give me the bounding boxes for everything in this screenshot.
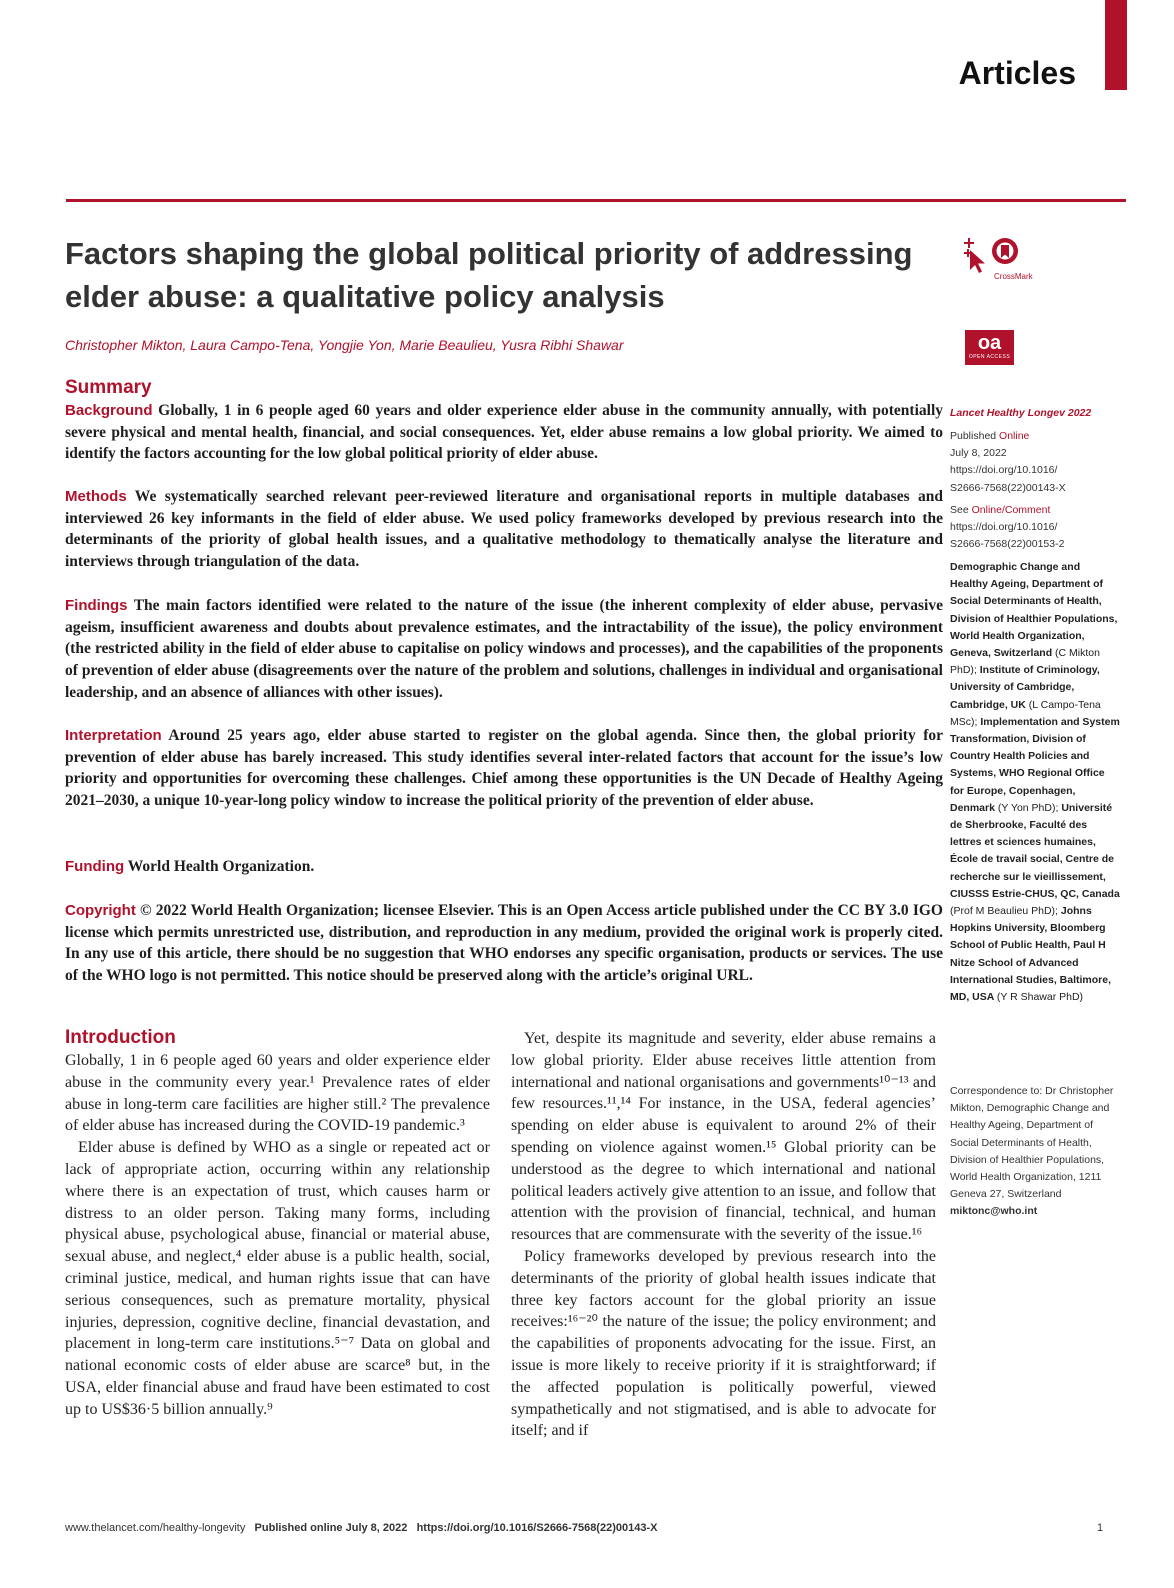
article-title: Factors shaping the global political priority of addressing elder abuse: a qualitative policy analysis [65, 236, 913, 314]
correspondence-email[interactable]: miktonc@who.int [950, 1205, 1038, 1218]
affiliations [950, 559, 1120, 1006]
doi-link[interactable]: https://doi.org/10.1016/ [950, 464, 1058, 477]
section-label: Articles [958, 55, 1076, 91]
see-prefix: See [950, 504, 972, 516]
correspondence [950, 1083, 1120, 1221]
published-date: July 8, 2022 [950, 447, 1007, 460]
oa-logo-subtext: OPEN ACCESS [968, 354, 1011, 360]
affiliation-3-author: (Y Yon PhD); [997, 801, 1059, 814]
body-paragraph: Elder abuse is defined by WHO as a single or repeated act or lack of appropriate action, occurring within any relationship where there is an expectation of trust, which causes harm or distress to an older person. Taking many forms, including physical abuse, psychological abuse, financial or material abuse, sexual abuse, and neglect,⁴ elder abuse is a public health, social, criminal justice, medical, and human rights issue that can have serious consequences, such as premature mortality, physical injuries, depression, cognitive decline, financial devastation, and placement in long-term care institutions.⁵⁻⁷ Data on global and national economic costs of elder abuse are scarce⁸ but, in the USA, elder financial abuse and fraud have been estimated to cost up to US$36·5 billion annually.⁹ [65, 1139, 490, 1418]
summary-heading: Summary [65, 377, 152, 398]
publication-info [950, 428, 1120, 497]
abstract-text-copyright: © 2022 World Health Organization; licensee Elsevier. This is an Open Access article published under the CC BY 3.0 IGO license which permits unrestricted use, distribution, and reproduction in any medium, provided the original work is properly cited. In any use of this article, there should be no suggestion that WHO endorses any specific organisation, products or services. The use of the WHO logo is not permitted. This notice should be preserved along with the article’s original URL. [65, 902, 943, 985]
affiliation-4: Université de Sherbrooke, Faculté des lettres et sciences humaines, École de travail social, Centre de recherche sur le vieillissement, CIUSSS Estrie-CHUS, QC, Canada [950, 801, 1120, 900]
affiliation-4-author: (Prof M Beaulieu PhD); [950, 905, 1058, 918]
footer-doi[interactable]: https://doi.org/10.1016/S2666-7568(22)00143-X [416, 1522, 658, 1534]
author-list[interactable]: Christopher Mikton, Laura Campo-Tena, Yongjie Yon, Marie Beaulieu, Yusra Ribhi Shawar [65, 337, 624, 353]
abstract-text-funding: World Health Organization. [127, 858, 315, 875]
abstract-label-methods: Methods [65, 488, 127, 505]
abstract-text-background: Globally, 1 in 6 people aged 60 years and older experience elder abuse in the community annually, with potentially severe physical and mental health, financial, and social consequences. Yet, elder abuse remains a low global priority. We aimed to identify the factors accounting for the low global political priority of elder abuse. [65, 402, 943, 463]
header-rule [66, 199, 1126, 202]
affiliation-3: Implementation and System Transformation, Division of Country Health Policies and Systems, WHO Regional Office for Europe, Copenhagen, Denmark [950, 715, 1120, 814]
oa-logo-text: oa [977, 332, 1002, 354]
abstract-interpretation [65, 725, 943, 812]
comment-link[interactable]: Online/Comment [971, 504, 1051, 516]
abstract-methods [65, 486, 943, 573]
footer-published: Published online July 8, 2022 [254, 1522, 408, 1534]
introduction-heading: Introduction [65, 1027, 176, 1048]
doi-link-cont[interactable]: S2666-7568(22)00143-X [950, 481, 1066, 494]
abstract-findings [65, 595, 943, 704]
abstract-funding [65, 856, 943, 878]
affiliation-5: Johns Hopkins University, Bloomberg School of Public Health, Paul H Nitze School of Advanced International Studies, Baltimore, MD, USA [950, 905, 1112, 1004]
affiliation-1: Demographic Change and Healthy Ageing, Department of Social Determinants of Health, Division of Healthier Populations, World Health Organization, Geneva, Switzerland [950, 561, 1118, 660]
abstract-label-copyright: Copyright [65, 902, 136, 919]
abstract-label-funding: Funding [65, 858, 125, 875]
body-paragraph: Policy frameworks developed by previous research into the determinants of the priority of global health issues indicate that three key factors account for the global priority an issue receives:¹⁶⁻²⁰ the nature of the issue; the policy environment; and the capabilities of proponents advocating for the issue. First, an issue is more likely to receive priority if it is straightforward; if the affected population is politically powerful, viewed sympathetically and not stigmatised, and is able to advocate for itself; and if [511, 1247, 936, 1440]
page-footer [65, 1522, 657, 1534]
page-number: 1 [1097, 1522, 1104, 1534]
open-access-badge [965, 330, 1014, 365]
body-column-left [65, 1050, 490, 1421]
affiliation-2-author: (L Campo-Tena MSc); [950, 698, 1101, 728]
comment-doi-link[interactable]: https://doi.org/10.1016/ [950, 521, 1058, 534]
see-also [950, 502, 1120, 554]
body-paragraph: Globally, 1 in 6 people aged 60 years and older experience elder abuse in the community every year.¹ Prevalence rates of elder abuse in long-term care facilities are higher still.² The prevalence of elder abuse has increased during the COVID-19 pandemic.³ [65, 1052, 490, 1135]
body-paragraph: Yet, despite its magnitude and severity, elder abuse remains a low global priority. Elder abuse receives little attention from international and national organisations and governments¹⁰⁻¹³ and few resources.¹¹,¹⁴ For instance, in the USA, federal agencies’ spending on elder abuse is equivalent to around 2% of their spending on violence against women.¹⁵ Global priority can be understood as the degree to which international and national political leaders actively give attention to an issue, and follow that attention with the provision of financial, technical, and human resources that are commensurate with the severity of the issue.¹⁶ [511, 1030, 936, 1244]
published-prefix: Published [950, 430, 1000, 442]
footer-url[interactable]: www.thelancet.com/healthy-longevity [65, 1522, 246, 1534]
published-online-link[interactable]: Online [999, 430, 1030, 442]
abstract-label-interpretation: Interpretation [65, 727, 162, 744]
comment-doi-link-cont[interactable]: S2666-7568(22)00153-2 [950, 538, 1065, 551]
affiliation-5-author: (Y R Shawar PhD) [996, 991, 1084, 1004]
crossmark-label: CrossMark [994, 272, 1033, 281]
affiliation-2: Institute of Criminology, University of Cambridge, Cambridge, UK [950, 664, 1100, 711]
abstract-text-methods: We systematically searched relevant peer-reviewed literature and organisational reports in multiple databases and interviewed 26 key informants in the field of elder abuse. We used policy frameworks developed by previous research into the determinants of the priority of global health issues, and a qualitative methodology to thematically analyse the literature and interviews through triangulation of the data. [65, 488, 943, 571]
affiliation-1-author: (C Mikton PhD); [950, 647, 1100, 677]
correspondence-address: Correspondence to: Dr Christopher Mikton, Demographic Change and Healthy Ageing, Department of Social Determinants of Health, Division of Healthier Populations, World Health Organization, 1211 Geneva 27, Switzerland [950, 1085, 1114, 1201]
header-accent-bar [1105, 0, 1127, 90]
journal-citation: Lancet Healthy Longev 2022 [950, 407, 1092, 419]
abstract-text-findings: The main factors identified were related to the nature of the issue (the inherent complexity of elder abuse, pervasive ageism, insufficient awareness and doubts about prevalence estimates, and the intractability of the issue), the policy environment (the restricted ability in the field of elder abuse to capitalise on policy windows and processes), and the capabilities of the proponents of prevention of elder abuse (disagreements over the nature of the problem and solutions, challenges in individual and organisational leadership, and an absence of alliances with other issues). [65, 597, 943, 701]
body-column-right [511, 1028, 936, 1442]
abstract-copyright [65, 900, 943, 987]
abstract-label-findings: Findings [65, 597, 128, 614]
abstract-text-interpretation: Around 25 years ago, elder abuse started to register on the global agenda. Since then, the global priority for prevention of elder abuse has barely increased. This study identifies several inter-related factors that account for the issue’s low priority and opportunities for overcoming these challenges. Chief among these opportunities is the UN Decade of Healthy Ageing 2021–2030, a unique 10-year-long policy window to increase the political priority of the prevention of elder abuse. [65, 727, 943, 810]
abstract-label-background: Background [65, 402, 153, 419]
abstract-background [65, 400, 943, 465]
